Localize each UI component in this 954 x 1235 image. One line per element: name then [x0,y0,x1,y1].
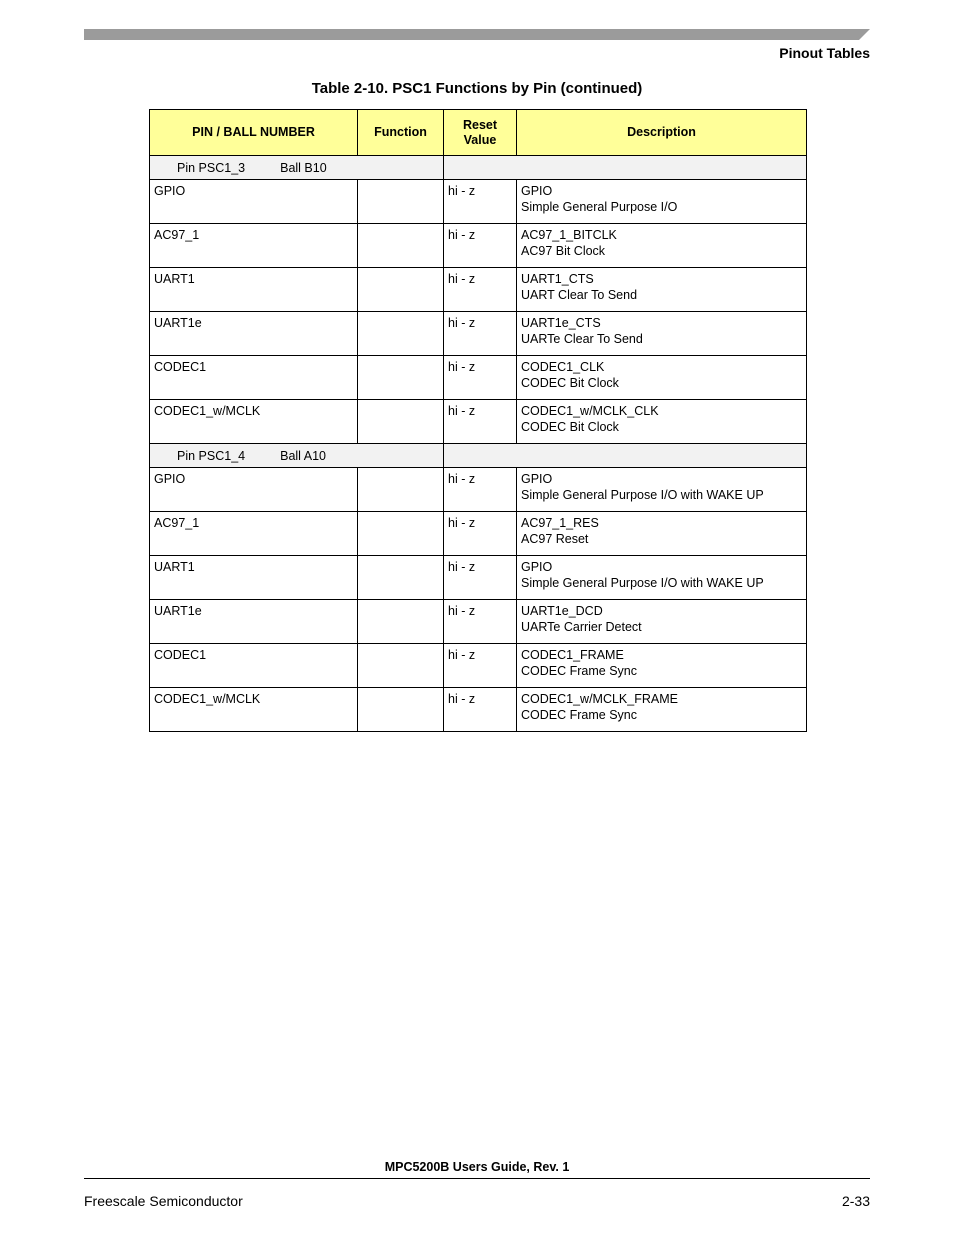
pin-function-name: AC97_1 [150,512,358,556]
description-cell [517,224,807,268]
description-cell [517,312,807,356]
signal-description: AC97 Bit Clock [521,244,606,258]
signal-description: CODEC Frame Sync [521,708,637,722]
signal-name: CODEC1_FRAME [521,648,624,662]
pin-function-name: CODEC1 [150,644,358,688]
reset-value: hi - z [444,600,517,644]
reset-value: hi - z [444,556,517,600]
description-cell [517,600,807,644]
pin-function-name: CODEC1 [150,356,358,400]
signal-description: CODEC Bit Clock [521,420,619,434]
signal-description: Simple General Purpose I/O [521,200,678,214]
description-cell [517,688,807,732]
pin-group-empty-cell [444,444,807,468]
table-caption: Table 2-10. PSC1 Functions by Pin (continued) [311,80,643,97]
signal-name: UART1e_DCD [521,604,603,618]
description-cell [517,400,807,444]
ball-number: Ball A10 [280,448,326,463]
description-cell [517,512,807,556]
signal-name: GPIO [521,184,553,198]
signal-description: CODEC Frame Sync [521,664,637,678]
column-header-function: Function [358,110,444,156]
function-cell [358,512,444,556]
signal-description: CODEC Bit Clock [521,376,619,390]
table-row [150,468,807,512]
description-cell [517,268,807,312]
footer-company: Freescale Semiconductor [84,1193,243,1209]
ball-number: Ball B10 [280,160,327,175]
section-title: Pinout Tables [779,45,870,61]
column-header-description: Description [517,110,807,156]
table-header-row [150,110,807,156]
reset-value: hi - z [444,356,517,400]
signal-name: CODEC1_w/MCLK_CLK [521,404,659,418]
reset-value-header-text: Reset Value [462,117,498,147]
reset-value: hi - z [444,512,517,556]
pin-function-name: UART1e [150,312,358,356]
pin-group-cell [150,156,444,180]
pin-function-name: UART1 [150,268,358,312]
description-cell [517,468,807,512]
function-cell [358,180,444,224]
pin-function-name: CODEC1_w/MCLK [150,400,358,444]
table-row [150,400,807,444]
signal-description: Simple General Purpose I/O with WAKE UP [521,488,764,502]
signal-name: CODEC1_w/MCLK_FRAME [521,692,678,706]
table-row [150,644,807,688]
table-row [150,312,807,356]
description-cell [517,356,807,400]
table-row [150,556,807,600]
reset-value: hi - z [444,268,517,312]
pin-function-name: GPIO [150,180,358,224]
signal-name: UART1e_CTS [521,316,601,330]
footer-rule [84,1178,870,1179]
signal-description: AC97 Reset [521,532,589,546]
psc1-functions-table [149,109,807,732]
function-cell [358,644,444,688]
column-header-reset-value [444,110,517,156]
signal-name: GPIO [521,472,553,486]
function-cell [358,268,444,312]
function-cell [358,400,444,444]
pin-function-name: AC97_1 [150,224,358,268]
column-header-pin-ball: PIN / BALL NUMBER [150,110,358,156]
reset-value: hi - z [444,180,517,224]
reset-value: hi - z [444,400,517,444]
table-row [150,600,807,644]
signal-description: Simple General Purpose I/O with WAKE UP [521,576,764,590]
function-cell [358,468,444,512]
pin-group-row [150,156,807,180]
reset-value: hi - z [444,224,517,268]
signal-name: GPIO [521,560,553,574]
signal-description: UARTe Clear To Send [521,332,643,346]
reset-value: hi - z [444,312,517,356]
function-cell [358,312,444,356]
footer-document-title: MPC5200B Users Guide, Rev. 1 [384,1160,570,1174]
pin-function-name: GPIO [150,468,358,512]
function-cell [358,356,444,400]
pin-name: Pin PSC1_3 [177,160,246,175]
function-cell [358,688,444,732]
signal-name: CODEC1_CLK [521,360,605,374]
table-row [150,180,807,224]
table-row [150,268,807,312]
table-row [150,224,807,268]
pin-function-name: UART1 [150,556,358,600]
header-rule-bar [84,29,870,40]
reset-value: hi - z [444,688,517,732]
reset-value: hi - z [444,468,517,512]
signal-description: UART Clear To Send [521,288,638,302]
signal-name: UART1_CTS [521,272,594,286]
description-cell [517,644,807,688]
description-cell [517,180,807,224]
table-row [150,356,807,400]
table-row [150,688,807,732]
function-cell [358,600,444,644]
signal-name: AC97_1_BITCLK [521,228,617,242]
pin-group-empty-cell [444,156,807,180]
function-cell [358,224,444,268]
signal-description: UARTe Carrier Detect [521,620,642,634]
pin-name: Pin PSC1_4 [177,448,246,463]
reset-value: hi - z [444,644,517,688]
footer-page-number: 2-33 [841,1193,870,1209]
signal-name: AC97_1_RES [521,516,599,530]
table-body [150,156,807,732]
pin-function-name: CODEC1_w/MCLK [150,688,358,732]
pin-group-row [150,444,807,468]
function-cell [358,556,444,600]
pin-function-name: UART1e [150,600,358,644]
pin-group-cell [150,444,444,468]
description-cell [517,556,807,600]
table-row [150,512,807,556]
